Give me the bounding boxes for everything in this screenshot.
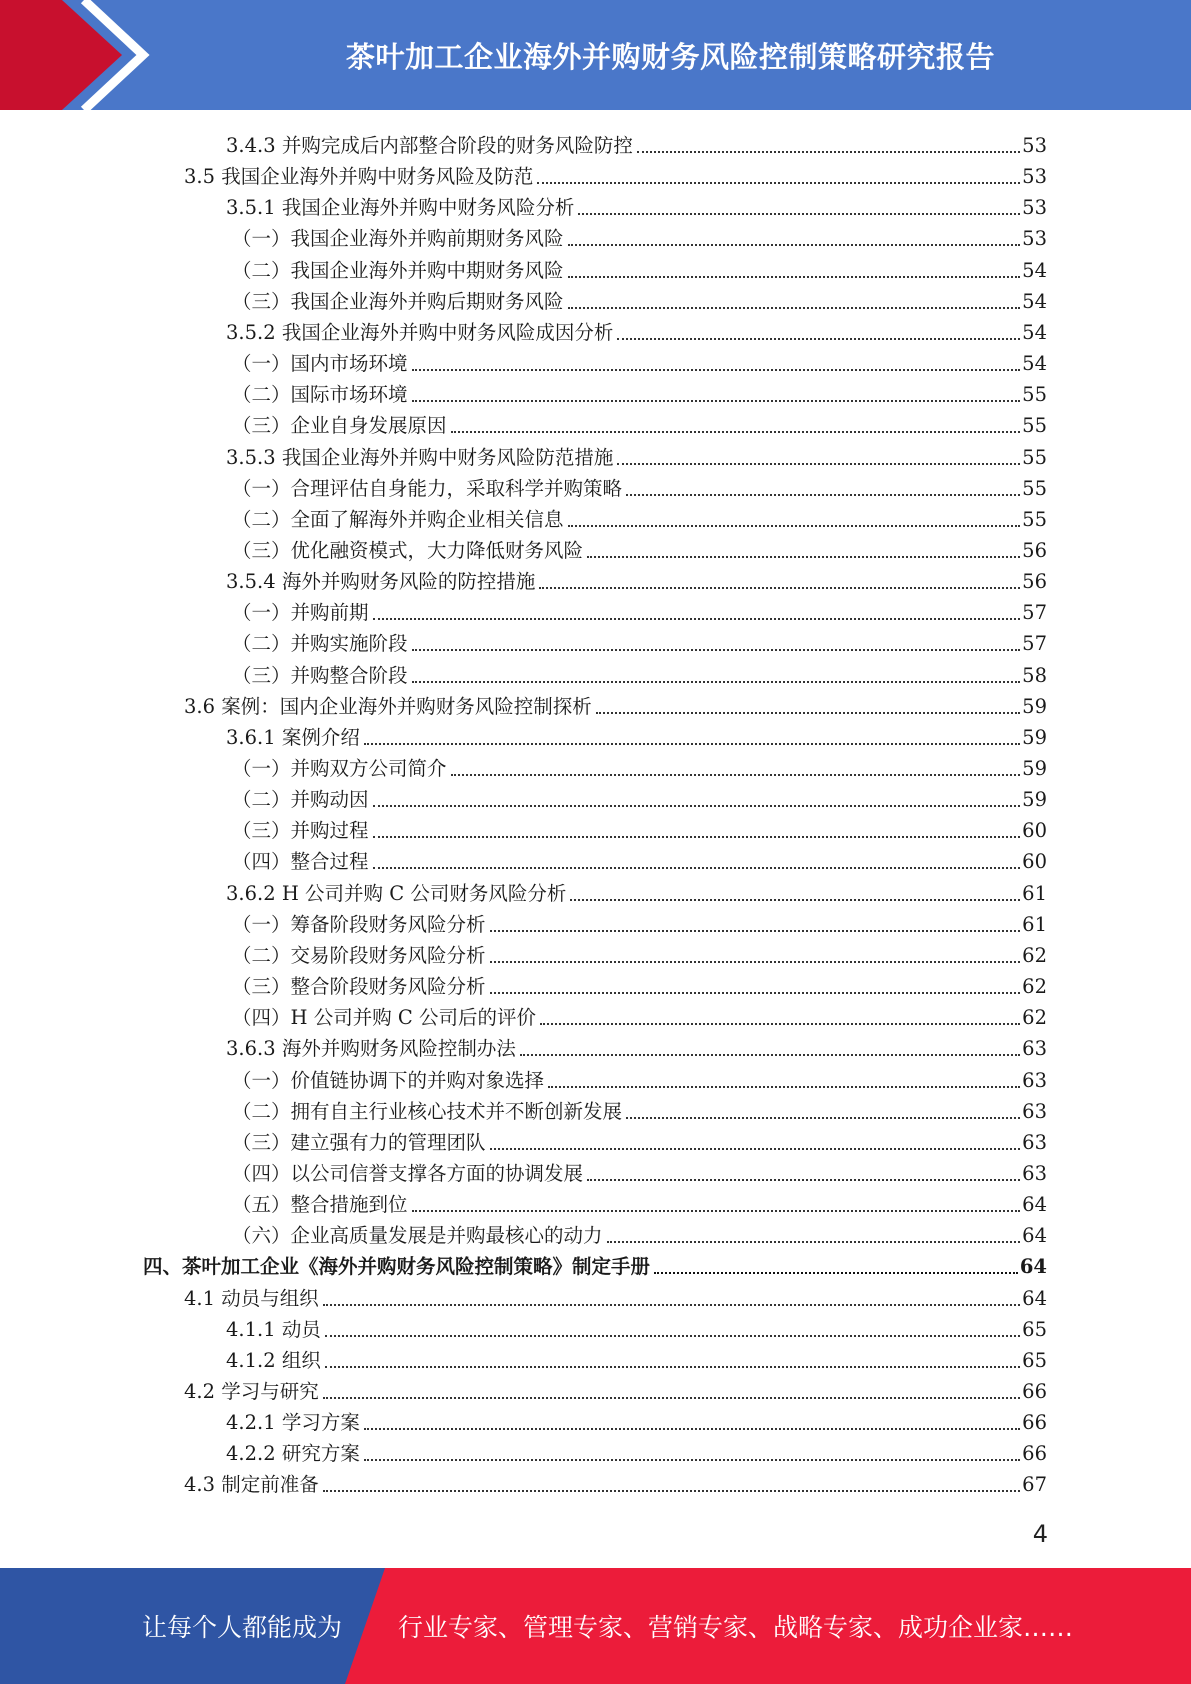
toc-entry-label: （三）整合阶段财务风险分析	[232, 975, 486, 999]
toc-entry[interactable]	[232, 812, 1047, 843]
toc-entry-label: （三）并购过程	[232, 819, 369, 843]
toc-dot-leader	[637, 151, 1020, 153]
toc-entry-label: （一）并购双方公司简介	[232, 757, 447, 780]
toc-entry[interactable]	[143, 1248, 1047, 1279]
toc-entry-label: （一）并购前期	[232, 601, 369, 625]
toc-entry[interactable]	[184, 688, 1047, 719]
toc-entry-page: 63	[1022, 1068, 1047, 1092]
toc-entry-label: （三）优化融资模式，大力降低财务风险	[232, 538, 584, 562]
toc-entry-page: 65	[1022, 1348, 1047, 1372]
toc-dot-leader	[607, 1241, 1021, 1243]
toc-dot-leader	[451, 431, 1021, 433]
toc-entry-label: 3.5.4 海外并购财务风险的防控措施	[226, 570, 536, 594]
toc-entry-label: （三）我国企业海外并购后期财务风险	[232, 289, 564, 313]
toc-entry[interactable]	[232, 906, 1047, 937]
toc-entry-label: 3.5.2 我国企业海外并购中财务风险成因分析	[226, 320, 614, 344]
toc-entry-page: 66	[1022, 1442, 1047, 1466]
toc-dot-leader	[412, 649, 1021, 651]
toc-dot-leader	[412, 369, 1021, 371]
toc-entry-label: （二）并购动因	[232, 788, 369, 812]
toc-entry-label: 3.4.3 并购完成后内部整合阶段的财务风险防控	[226, 134, 633, 157]
page-footer	[0, 1568, 1191, 1684]
toc-entry[interactable]	[184, 1466, 1047, 1497]
toc-entry[interactable]	[226, 189, 1047, 220]
toc-dot-leader	[490, 961, 1021, 963]
toc-entry-page: 57	[1022, 632, 1047, 656]
toc-entry[interactable]	[226, 1030, 1047, 1061]
toc-entry[interactable]	[232, 843, 1047, 874]
toc-entry[interactable]	[232, 376, 1047, 407]
toc-entry-label: 3.6.3 海外并购财务风险控制办法	[226, 1037, 516, 1061]
toc-entry-label: （一）筹备阶段财务风险分析	[232, 912, 486, 936]
toc-dot-leader	[540, 1023, 1020, 1025]
toc-entry-page: 55	[1022, 383, 1047, 407]
toc-entry-page: 65	[1022, 1317, 1047, 1341]
toc-dot-leader	[412, 1210, 1021, 1212]
toc-entry-page: 56	[1022, 538, 1047, 562]
toc-entry-page: 67	[1022, 1473, 1047, 1497]
toc-entry-page: 60	[1022, 850, 1047, 874]
toc-entry[interactable]	[232, 625, 1047, 656]
toc-entry-label: （二）全面了解海外并购企业相关信息	[232, 507, 564, 531]
toc-entry-page: 66	[1022, 1380, 1047, 1403]
toc-dot-leader	[596, 712, 1020, 714]
toc-dot-leader	[323, 1304, 1020, 1306]
toc-entry-label: （二）拥有自主行业核心技术并不断创新发展	[232, 1099, 623, 1123]
toc-dot-leader	[451, 774, 1021, 776]
toc-entry-page: 57	[1022, 601, 1047, 625]
toc-dot-leader	[412, 400, 1021, 402]
toc-dot-leader	[364, 1459, 1020, 1461]
toc-entry-page: 54	[1022, 289, 1047, 313]
toc-entry-page: 56	[1022, 570, 1047, 594]
toc-entry-label: 3.6.1 案例介绍	[226, 725, 360, 749]
toc-entry[interactable]	[232, 501, 1047, 532]
toc-entry[interactable]	[232, 1155, 1047, 1186]
toc-entry-label: （一）合理评估自身能力，采取科学并购策略	[232, 476, 623, 500]
toc-entry-page: 61	[1022, 912, 1047, 936]
page-header	[0, 0, 1191, 110]
toc-entry-page: 64	[1019, 1255, 1047, 1279]
toc-entry-label: （四）整合过程	[232, 850, 369, 874]
toc-entry[interactable]	[232, 999, 1047, 1030]
toc-dot-leader	[490, 992, 1021, 994]
toc-entry-page: 63	[1022, 1161, 1047, 1185]
toc-entry-page: 59	[1022, 788, 1047, 812]
toc-entry-page: 66	[1022, 1411, 1047, 1435]
toc-entry-label: （二）并购实施阶段	[232, 632, 408, 656]
toc-dot-leader	[412, 681, 1021, 683]
toc-entry-label: （二）我国企业海外并购中期财务风险	[232, 258, 564, 282]
toc-dot-leader	[587, 556, 1020, 558]
footer-slogan-left: 让每个人都能成为	[142, 1613, 343, 1642]
toc-entry[interactable]	[232, 1093, 1047, 1124]
toc-entry-label: （六）企业高质量发展是并购最核心的动力	[232, 1224, 603, 1248]
toc-entry[interactable]	[232, 968, 1047, 999]
toc-dot-leader	[617, 463, 1020, 465]
toc-entry-page: 62	[1022, 1006, 1047, 1030]
toc-entry-page: 55	[1022, 414, 1047, 438]
toc-entry[interactable]	[226, 1435, 1047, 1466]
toc-entry[interactable]	[232, 252, 1047, 283]
toc-dot-leader	[568, 276, 1021, 278]
toc-entry-page: 63	[1022, 1037, 1047, 1061]
toc-entry[interactable]	[226, 1342, 1047, 1373]
toc-entry-label: 4.2.1 学习方案	[226, 1411, 360, 1435]
toc-entry[interactable]	[232, 407, 1047, 438]
toc-dot-leader	[578, 213, 1020, 215]
toc-entry-label: 4.3 制定前准备	[184, 1473, 319, 1497]
page-number: 4	[1032, 1520, 1048, 1548]
toc-dot-leader	[587, 1179, 1020, 1181]
footer-slogan-right: 行业专家、管理专家、营销专家、战略专家、成功企业家……	[398, 1613, 1074, 1642]
toc-entry[interactable]	[226, 127, 1047, 158]
toc-dot-leader	[537, 182, 1020, 184]
toc-entry[interactable]	[184, 158, 1047, 189]
toc-dot-leader	[323, 1397, 1020, 1399]
toc-dot-leader	[654, 1272, 1018, 1274]
toc-entry-label: （三）建立强有力的管理团队	[232, 1130, 486, 1154]
toc-dot-leader	[323, 1490, 1020, 1492]
toc-entry-page: 62	[1022, 943, 1047, 967]
toc-entry[interactable]	[226, 563, 1047, 594]
toc-entry[interactable]	[232, 594, 1047, 625]
toc-entry[interactable]	[232, 781, 1047, 812]
toc-dot-leader	[568, 525, 1021, 527]
toc-dot-leader	[325, 1335, 1020, 1337]
toc-dot-leader	[373, 836, 1021, 838]
toc-entry-label: 4.1.1 动员	[226, 1317, 321, 1341]
toc-entry-label: 3.6.2 H 公司并购 C 公司财务风险分析	[226, 881, 567, 905]
toc-entry[interactable]	[226, 1311, 1047, 1342]
toc-entry[interactable]	[226, 314, 1047, 345]
toc-entry-label: 3.6 案例：国内企业海外并购财务风险控制探析	[184, 694, 592, 718]
toc-entry-page: 53	[1022, 134, 1047, 157]
toc-dot-leader	[373, 618, 1021, 620]
toc-entry-page: 55	[1022, 476, 1047, 500]
toc-entry-label: 3.5 我国企业海外并购中财务风险及防范	[184, 165, 534, 189]
toc-entry-page: 54	[1022, 258, 1047, 282]
toc-entry-label: （一）我国企业海外并购前期财务风险	[232, 227, 564, 251]
toc-entry-page: 53	[1022, 227, 1047, 251]
toc-entry[interactable]	[232, 1124, 1047, 1155]
toc-entry[interactable]	[232, 1186, 1047, 1217]
toc-dot-leader	[490, 1148, 1021, 1150]
toc-entry[interactable]	[226, 719, 1047, 750]
toc-entry[interactable]	[232, 345, 1047, 376]
toc-entry-label: （一）国内市场环境	[232, 352, 408, 376]
toc-entry[interactable]	[232, 657, 1047, 688]
toc-dot-leader	[568, 307, 1021, 309]
toc-entry-label: 四、茶叶加工企业《海外并购财务风险控制策略》制定手册	[143, 1255, 651, 1279]
toc-entry-label: （四）H 公司并购 C 公司后的评价	[232, 1006, 537, 1030]
toc-dot-leader	[325, 1366, 1020, 1368]
toc-entry-page: 54	[1022, 352, 1047, 376]
toc-dot-leader	[570, 899, 1020, 901]
toc-entry-page: 60	[1022, 819, 1047, 843]
toc-entry-page: 55	[1022, 445, 1047, 469]
toc-entry-page: 64	[1022, 1224, 1047, 1248]
toc-entry[interactable]	[232, 937, 1047, 968]
toc-entry-label: 4.2.2 研究方案	[226, 1442, 360, 1466]
toc-entry[interactable]	[232, 470, 1047, 501]
toc-entry[interactable]	[232, 283, 1047, 314]
toc-dot-leader	[626, 494, 1020, 496]
toc-dot-leader	[520, 1054, 1020, 1056]
toc-entry-page: 53	[1022, 165, 1047, 189]
toc-entry-label: （五）整合措施到位	[232, 1193, 408, 1217]
toc-entry[interactable]	[184, 1280, 1047, 1311]
toc-entry-label: 4.2 学习与研究	[184, 1380, 319, 1403]
toc-entry[interactable]	[226, 1404, 1047, 1435]
toc-entry-label: 4.1 动员与组织	[184, 1286, 319, 1310]
toc-entry-page: 54	[1022, 320, 1047, 344]
toc-dot-leader	[373, 867, 1021, 869]
toc-entry-page: 59	[1022, 757, 1047, 780]
toc-entry[interactable]	[232, 1062, 1047, 1093]
page-title: 茶叶加工企业海外并购财务风险控制策略研究报告	[345, 39, 995, 74]
toc-entry-page: 53	[1022, 196, 1047, 220]
toc-entry-label: （三）并购整合阶段	[232, 663, 408, 687]
toc-entry[interactable]	[232, 532, 1047, 563]
toc-dot-leader	[364, 743, 1020, 745]
toc-dot-leader	[548, 1086, 1020, 1088]
toc-entry-label: （二）国际市场环境	[232, 383, 408, 407]
toc-entry[interactable]	[232, 750, 1047, 781]
toc-entry-page: 63	[1022, 1099, 1047, 1123]
toc-entry-page: 55	[1022, 507, 1047, 531]
toc-entry-page: 64	[1022, 1193, 1047, 1217]
toc-entry-page: 59	[1022, 694, 1047, 718]
toc-dot-leader	[617, 338, 1020, 340]
toc-entry-label: （二）交易阶段财务风险分析	[232, 943, 486, 967]
header-arrow-decoration	[0, 0, 160, 110]
toc-entry-page: 58	[1022, 663, 1047, 687]
toc-entry-page: 64	[1022, 1286, 1047, 1310]
toc-dot-leader	[626, 1117, 1020, 1119]
toc-entry-label: （一）价值链协调下的并购对象选择	[232, 1068, 545, 1092]
toc-entry-label: 4.1.2 组织	[226, 1348, 321, 1372]
toc-entry-page: 61	[1022, 881, 1047, 905]
toc-entry-label: 3.5.1 我国企业海外并购中财务风险分析	[226, 196, 575, 220]
toc-entry-page: 62	[1022, 975, 1047, 999]
toc-entry[interactable]	[184, 1373, 1047, 1404]
toc-entry-label: 3.5.3 我国企业海外并购中财务风险防范措施	[226, 445, 614, 469]
toc-entry[interactable]	[226, 439, 1047, 470]
toc-entry-label: （三）企业自身发展原因	[232, 414, 447, 438]
toc-entry-label: （四）以公司信誉支撑各方面的协调发展	[232, 1161, 584, 1185]
toc-dot-leader	[490, 930, 1021, 932]
toc-entry-page: 63	[1022, 1130, 1047, 1154]
toc-dot-leader	[568, 244, 1021, 246]
toc-entry[interactable]	[232, 1217, 1047, 1248]
toc-entry-page: 59	[1022, 725, 1047, 749]
toc-entry[interactable]	[226, 875, 1047, 906]
toc-dot-leader	[373, 805, 1021, 807]
toc-dot-leader	[539, 587, 1020, 589]
toc-entry[interactable]	[232, 220, 1047, 251]
toc-dot-leader	[364, 1428, 1020, 1430]
